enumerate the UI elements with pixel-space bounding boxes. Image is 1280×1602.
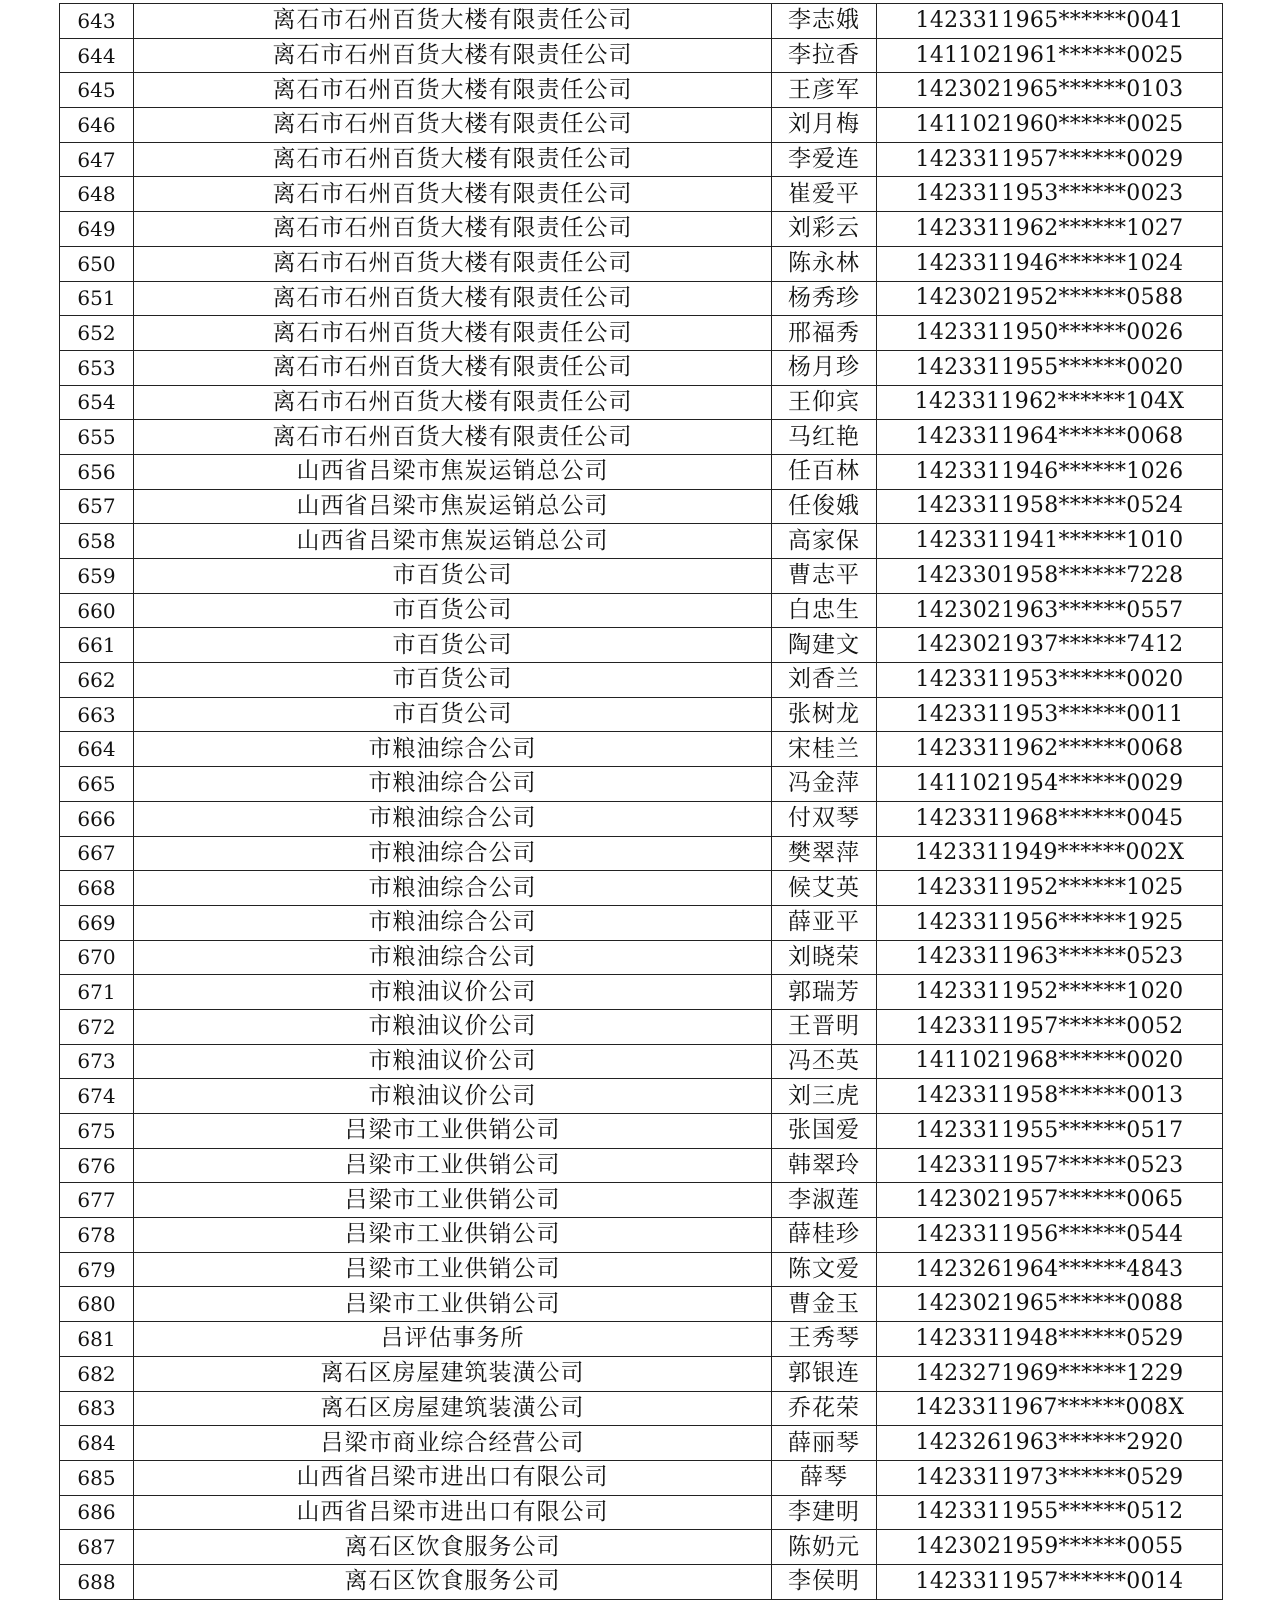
- person-name: 陶建文: [772, 628, 877, 663]
- table-row: [60, 1322, 1223, 1357]
- work-unit: 山西省吕梁市焦炭运销总公司: [134, 524, 772, 559]
- id-number: 1423311946******1024: [877, 246, 1223, 281]
- table-row: [60, 524, 1223, 559]
- table-row: [60, 801, 1223, 836]
- row-number: 662: [60, 663, 134, 698]
- person-name: 薛琴: [772, 1460, 877, 1495]
- row-number: 649: [60, 212, 134, 247]
- row-number: 668: [60, 871, 134, 906]
- id-number: 1423311958******0013: [877, 1079, 1223, 1114]
- row-number: 672: [60, 1009, 134, 1044]
- work-unit: 离石市石州百货大楼有限责任公司: [134, 385, 772, 420]
- work-unit: 市百货公司: [134, 628, 772, 663]
- work-unit: 离石市石州百货大楼有限责任公司: [134, 420, 772, 455]
- person-name: 李拉香: [772, 38, 877, 73]
- row-number: 650: [60, 246, 134, 281]
- table-row: [60, 697, 1223, 732]
- table-row: [60, 1426, 1223, 1461]
- id-number: 1423311952******1020: [877, 975, 1223, 1010]
- person-name: 王彦军: [772, 73, 877, 108]
- work-unit: 离石区饮食服务公司: [134, 1530, 772, 1565]
- row-number: 686: [60, 1495, 134, 1530]
- id-number: 1423261964******4843: [877, 1252, 1223, 1287]
- table-row: [60, 1218, 1223, 1253]
- table-row: [60, 871, 1223, 906]
- work-unit: 山西省吕梁市焦炭运销总公司: [134, 489, 772, 524]
- id-number: 1423301958******7228: [877, 559, 1223, 594]
- id-number: 1423311955******0512: [877, 1495, 1223, 1530]
- id-number: 1423311953******0023: [877, 177, 1223, 212]
- row-number: 645: [60, 73, 134, 108]
- table-row: [60, 316, 1223, 351]
- person-name: 薛桂珍: [772, 1218, 877, 1253]
- person-name: 任百林: [772, 454, 877, 489]
- table-row: [60, 281, 1223, 316]
- table-row: [60, 1460, 1223, 1495]
- row-number: 658: [60, 524, 134, 559]
- person-name: 高家保: [772, 524, 877, 559]
- work-unit: 市粮油综合公司: [134, 767, 772, 802]
- row-number: 675: [60, 1114, 134, 1149]
- row-number: 646: [60, 108, 134, 143]
- table-row: [60, 4, 1223, 39]
- id-number: 1423311963******0523: [877, 940, 1223, 975]
- person-name: 韩翠玲: [772, 1148, 877, 1183]
- row-number: 663: [60, 697, 134, 732]
- table-row: [60, 350, 1223, 385]
- id-number: 1411021961******0025: [877, 38, 1223, 73]
- id-number: 1423311965******0041: [877, 4, 1223, 39]
- person-name: 马红艳: [772, 420, 877, 455]
- row-number: 664: [60, 732, 134, 767]
- person-name: 王仰宾: [772, 385, 877, 420]
- row-number: 677: [60, 1183, 134, 1218]
- work-unit: 吕梁市工业供销公司: [134, 1148, 772, 1183]
- table-row: [60, 1044, 1223, 1079]
- person-name: 薛丽琴: [772, 1426, 877, 1461]
- row-number: 657: [60, 489, 134, 524]
- person-name: 邢福秀: [772, 316, 877, 351]
- work-unit: 山西省吕梁市焦炭运销总公司: [134, 454, 772, 489]
- id-number: 1423021957******0065: [877, 1183, 1223, 1218]
- work-unit: 离石市石州百货大楼有限责任公司: [134, 4, 772, 39]
- person-name: 张国爱: [772, 1114, 877, 1149]
- work-unit: 市粮油议价公司: [134, 1044, 772, 1079]
- table-row: [60, 1079, 1223, 1114]
- row-number: 655: [60, 420, 134, 455]
- person-name: 李爱连: [772, 142, 877, 177]
- work-unit: 吕梁市商业综合经营公司: [134, 1426, 772, 1461]
- table-row: [60, 905, 1223, 940]
- id-number: 1423311953******0011: [877, 697, 1223, 732]
- work-unit: 市粮油议价公司: [134, 975, 772, 1010]
- row-number: 654: [60, 385, 134, 420]
- id-number: 1411021954******0029: [877, 767, 1223, 802]
- id-number: 1423311956******0544: [877, 1218, 1223, 1253]
- id-number: 1423311955******0517: [877, 1114, 1223, 1149]
- person-name: 李淑莲: [772, 1183, 877, 1218]
- row-number: 687: [60, 1530, 134, 1565]
- row-number: 685: [60, 1460, 134, 1495]
- person-name: 陈奶元: [772, 1530, 877, 1565]
- row-number: 681: [60, 1322, 134, 1357]
- work-unit: 吕梁市工业供销公司: [134, 1114, 772, 1149]
- row-number: 684: [60, 1426, 134, 1461]
- work-unit: 市粮油综合公司: [134, 940, 772, 975]
- person-name: 冯金萍: [772, 767, 877, 802]
- table-row: [60, 1252, 1223, 1287]
- row-number: 661: [60, 628, 134, 663]
- work-unit: 市粮油综合公司: [134, 801, 772, 836]
- work-unit: 市粮油综合公司: [134, 732, 772, 767]
- id-number: 1423261963******2920: [877, 1426, 1223, 1461]
- work-unit: 离石区房屋建筑装潢公司: [134, 1356, 772, 1391]
- table-row: [60, 836, 1223, 871]
- person-name: 候艾英: [772, 871, 877, 906]
- work-unit: 离石市石州百货大楼有限责任公司: [134, 350, 772, 385]
- row-number: 644: [60, 38, 134, 73]
- person-name: 刘月梅: [772, 108, 877, 143]
- table-row: [60, 73, 1223, 108]
- row-number: 671: [60, 975, 134, 1010]
- person-name: 郭银连: [772, 1356, 877, 1391]
- row-number: 683: [60, 1391, 134, 1426]
- person-name: 郭瑞芳: [772, 975, 877, 1010]
- table-row: [60, 108, 1223, 143]
- id-number: 1423311946******1026: [877, 454, 1223, 489]
- id-number: 1423311941******1010: [877, 524, 1223, 559]
- person-name: 樊翠萍: [772, 836, 877, 871]
- table-row: [60, 246, 1223, 281]
- person-name: 陈文爱: [772, 1252, 877, 1287]
- work-unit: 市粮油议价公司: [134, 1009, 772, 1044]
- person-name: 张树龙: [772, 697, 877, 732]
- row-number: 648: [60, 177, 134, 212]
- work-unit: 离石区房屋建筑装潢公司: [134, 1391, 772, 1426]
- row-number: 682: [60, 1356, 134, 1391]
- row-number: 679: [60, 1252, 134, 1287]
- id-number: 1423311949******002X: [877, 836, 1223, 871]
- person-name: 白忠生: [772, 593, 877, 628]
- work-unit: 离石市石州百货大楼有限责任公司: [134, 246, 772, 281]
- row-number: 670: [60, 940, 134, 975]
- work-unit: 离石市石州百货大楼有限责任公司: [134, 108, 772, 143]
- row-number: 651: [60, 281, 134, 316]
- row-number: 666: [60, 801, 134, 836]
- work-unit: 市百货公司: [134, 697, 772, 732]
- work-unit: 市百货公司: [134, 559, 772, 594]
- id-number: 1423311958******0524: [877, 489, 1223, 524]
- id-number: 1423311956******1925: [877, 905, 1223, 940]
- id-number: 1423311948******0529: [877, 1322, 1223, 1357]
- id-number: 1423311955******0020: [877, 350, 1223, 385]
- id-number: 1423311957******0523: [877, 1148, 1223, 1183]
- person-name: 崔爱平: [772, 177, 877, 212]
- person-name: 任俊娥: [772, 489, 877, 524]
- row-number: 676: [60, 1148, 134, 1183]
- person-name: 薛亚平: [772, 905, 877, 940]
- roster-body: [60, 4, 1223, 1600]
- table-row: [60, 559, 1223, 594]
- table-row: [60, 420, 1223, 455]
- work-unit: 吕梁市工业供销公司: [134, 1218, 772, 1253]
- person-name: 曹金玉: [772, 1287, 877, 1322]
- row-number: 678: [60, 1218, 134, 1253]
- id-number: 1423311952******1025: [877, 871, 1223, 906]
- person-name: 李侯明: [772, 1564, 877, 1599]
- id-number: 1423311962******104X: [877, 385, 1223, 420]
- person-name: 刘香兰: [772, 663, 877, 698]
- row-number: 660: [60, 593, 134, 628]
- person-name: 王晋明: [772, 1009, 877, 1044]
- work-unit: 离石市石州百货大楼有限责任公司: [134, 177, 772, 212]
- work-unit: 市粮油综合公司: [134, 905, 772, 940]
- id-number: 1423311957******0014: [877, 1564, 1223, 1599]
- id-number: 1423311973******0529: [877, 1460, 1223, 1495]
- person-name: 刘三虎: [772, 1079, 877, 1114]
- work-unit: 吕梁市工业供销公司: [134, 1183, 772, 1218]
- work-unit: 离石市石州百货大楼有限责任公司: [134, 316, 772, 351]
- person-name: 刘晓荣: [772, 940, 877, 975]
- row-number: 647: [60, 142, 134, 177]
- id-number: 1423021963******0557: [877, 593, 1223, 628]
- id-number: 1423311957******0052: [877, 1009, 1223, 1044]
- work-unit: 离石市石州百货大楼有限责任公司: [134, 38, 772, 73]
- id-number: 1423311953******0020: [877, 663, 1223, 698]
- id-number: 1423021965******0103: [877, 73, 1223, 108]
- person-name: 曹志平: [772, 559, 877, 594]
- table-row: [60, 177, 1223, 212]
- table-row: [60, 1114, 1223, 1149]
- work-unit: 吕评估事务所: [134, 1322, 772, 1357]
- id-number: 1423271969******1229: [877, 1356, 1223, 1391]
- work-unit: 吕梁市工业供销公司: [134, 1287, 772, 1322]
- table-row: [60, 1148, 1223, 1183]
- table-row: [60, 212, 1223, 247]
- row-number: 665: [60, 767, 134, 802]
- table-row: [60, 1391, 1223, 1426]
- table-row: [60, 38, 1223, 73]
- row-number: 643: [60, 4, 134, 39]
- table-row: [60, 732, 1223, 767]
- id-number: 1423311968******0045: [877, 801, 1223, 836]
- table-row: [60, 593, 1223, 628]
- table-row: [60, 940, 1223, 975]
- person-name: 刘彩云: [772, 212, 877, 247]
- row-number: 653: [60, 350, 134, 385]
- person-name: 付双琴: [772, 801, 877, 836]
- work-unit: 离石市石州百货大楼有限责任公司: [134, 142, 772, 177]
- work-unit: 市粮油综合公司: [134, 871, 772, 906]
- person-name: 杨月珍: [772, 350, 877, 385]
- row-number: 688: [60, 1564, 134, 1599]
- roster-table: [59, 3, 1223, 1600]
- id-number: 1423311962******0068: [877, 732, 1223, 767]
- person-name: 杨秀珍: [772, 281, 877, 316]
- id-number: 1423311957******0029: [877, 142, 1223, 177]
- table-row: [60, 1356, 1223, 1391]
- id-number: 1423311950******0026: [877, 316, 1223, 351]
- person-name: 冯丕英: [772, 1044, 877, 1079]
- work-unit: 市粮油综合公司: [134, 836, 772, 871]
- table-row: [60, 628, 1223, 663]
- id-number: 1423021965******0088: [877, 1287, 1223, 1322]
- person-name: 李建明: [772, 1495, 877, 1530]
- table-row: [60, 454, 1223, 489]
- person-name: 陈永林: [772, 246, 877, 281]
- work-unit: 离石区饮食服务公司: [134, 1564, 772, 1599]
- row-number: 674: [60, 1079, 134, 1114]
- table-row: [60, 1183, 1223, 1218]
- person-name: 乔花荣: [772, 1391, 877, 1426]
- table-row: [60, 663, 1223, 698]
- id-number: 1423311962******1027: [877, 212, 1223, 247]
- table-row: [60, 1287, 1223, 1322]
- table-row: [60, 1530, 1223, 1565]
- row-number: 656: [60, 454, 134, 489]
- table-row: [60, 385, 1223, 420]
- table-row: [60, 142, 1223, 177]
- id-number: 1423311967******008X: [877, 1391, 1223, 1426]
- work-unit: 吕梁市工业供销公司: [134, 1252, 772, 1287]
- table-row: [60, 975, 1223, 1010]
- table-row: [60, 1495, 1223, 1530]
- person-name: 李志娥: [772, 4, 877, 39]
- id-number: 1411021968******0020: [877, 1044, 1223, 1079]
- work-unit: 离石市石州百货大楼有限责任公司: [134, 281, 772, 316]
- id-number: 1423021937******7412: [877, 628, 1223, 663]
- id-number: 1423311964******0068: [877, 420, 1223, 455]
- row-number: 673: [60, 1044, 134, 1079]
- person-name: 王秀琴: [772, 1322, 877, 1357]
- work-unit: 市粮油议价公司: [134, 1079, 772, 1114]
- id-number: 1423021959******0055: [877, 1530, 1223, 1565]
- row-number: 667: [60, 836, 134, 871]
- table-row: [60, 1009, 1223, 1044]
- work-unit: 离石市石州百货大楼有限责任公司: [134, 73, 772, 108]
- table-row: [60, 489, 1223, 524]
- table-row: [60, 1564, 1223, 1599]
- work-unit: 山西省吕梁市进出口有限公司: [134, 1460, 772, 1495]
- row-number: 680: [60, 1287, 134, 1322]
- row-number: 652: [60, 316, 134, 351]
- person-name: 宋桂兰: [772, 732, 877, 767]
- row-number: 659: [60, 559, 134, 594]
- row-number: 669: [60, 905, 134, 940]
- work-unit: 离石市石州百货大楼有限责任公司: [134, 212, 772, 247]
- work-unit: 山西省吕梁市进出口有限公司: [134, 1495, 772, 1530]
- work-unit: 市百货公司: [134, 593, 772, 628]
- id-number: 1423021952******0588: [877, 281, 1223, 316]
- work-unit: 市百货公司: [134, 663, 772, 698]
- id-number: 1411021960******0025: [877, 108, 1223, 143]
- table-row: [60, 767, 1223, 802]
